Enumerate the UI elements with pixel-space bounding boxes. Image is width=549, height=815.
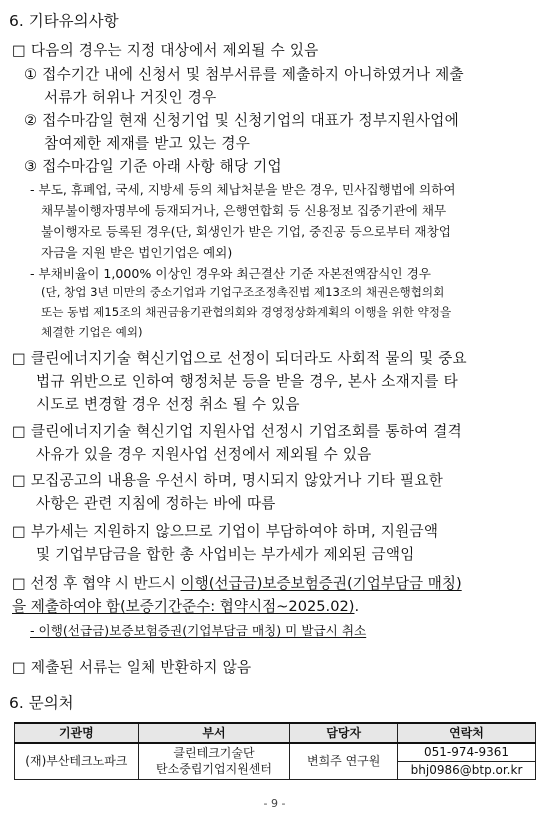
bullet-vat-line-1: □ 부가세는 지원하지 않으므로 기업이 부담하여야 하며, 지원금액 — [12, 523, 439, 540]
cell-person: 변희주 연구원 — [290, 743, 398, 779]
insurance-suffix: . — [354, 598, 360, 615]
dash-default-line-4: 자금을 지원 받은 법인기업은 예외) — [41, 245, 233, 260]
page-number: - 9 - — [263, 797, 286, 810]
dash-default-line-3: 불이행자로 등록된 경우(단, 회생인가 받은 기업, 중진공 등으로부터 재창업 — [41, 224, 451, 239]
insurance-prefix: □ 선정 후 협약 시 반드시 — [12, 575, 181, 592]
header-dept: 부서 — [138, 723, 290, 743]
dept-line-1: 클린테크기술단 — [173, 746, 255, 761]
cell-email: bhj0986@btp.or.kr — [398, 761, 536, 779]
dash-default-line-2: 채무불이행자명부에 등재되거나, 은행연합회 등 신용정보 집중기관에 채무 — [41, 203, 447, 218]
item-2-line-2: 참여제한 제재를 받고 있는 경우 — [44, 135, 251, 152]
bullet-cancel-line-2: 법규 위반으로 인하여 행정처분 등을 받을 경우, 본사 소재지를 타 — [36, 373, 458, 390]
bullet-no-return: □ 제출된 서류는 일체 반환하지 않음 — [12, 659, 252, 676]
bullet-insurance-line-1 — [12, 572, 462, 593]
cell-org: (재)부산테크노파크 — [15, 743, 139, 779]
cell-phone: 051-974-9361 — [398, 743, 536, 761]
bullet-priority-line-1: □ 모집공고의 내용을 우선시 하며, 명시되지 않았거나 기타 필요한 — [12, 472, 444, 489]
bullet-cancel-line-3: 시도로 변경할 경우 선정 취소 될 수 있음 — [36, 396, 300, 413]
dash-insurance-cancel: - 이행(선급금)보증보험증권(기업부담금 매칭) 미 발급시 취소 — [30, 623, 367, 638]
dash-debt-note-line-2: 또는 동법 제15조의 채권금융기관협의회와 경영정상화계획의 이행을 위한 약정을 — [41, 305, 452, 319]
bullet-cancel-line-1: □ 클린에너지기술 혁신기업으로 선정이 되더라도 사회적 물의 및 중요 — [12, 350, 467, 367]
item-3: ③ 접수마감일 기준 아래 사항 해당 기업 — [24, 158, 282, 175]
bullet-inquiry-line-1: □ 클린에너지기술 혁신기업 지원사업 선정시 기업조회를 통하여 결격 — [12, 423, 462, 440]
dash-debt-note-line-3: 체결한 기업은 예외) — [41, 325, 143, 339]
dept-line-2: 탄소중립기업지원센터 — [156, 762, 272, 777]
contact-table-header-row — [15, 723, 536, 743]
insurance-underlined-2: 을 제출하여야 함(보증기간준수: 협약시점~2025.02) — [12, 598, 355, 615]
item-1-line-2: 서류가 허위나 거짓인 경우 — [44, 89, 217, 106]
dash-debt-ratio: - 부채비율이 1,000% 이상인 경우와 최근결산 기준 자본전액잠식인 경우 — [30, 266, 431, 281]
bullet-insurance-line-2 — [12, 595, 359, 616]
header-person: 담당자 — [290, 723, 398, 743]
section-heading-contact: 6. 문의처 — [9, 694, 74, 712]
item-1-line-1: ① 접수기간 내에 신청서 및 첨부서류를 제출하지 아니하였거나 제출 — [24, 66, 464, 83]
item-2-line-1: ② 접수마감일 현재 신청기업 및 신청기업의 대표가 정부지원사업에 — [24, 112, 459, 129]
insurance-underlined-1: 이행(선급금)보증보험증권(기업부담금 매칭) — [180, 575, 462, 592]
bullet-priority-line-2: 사항은 관련 지침에 정하는 바에 따름 — [36, 495, 276, 512]
cell-dept — [138, 743, 290, 779]
table-row — [15, 743, 536, 761]
contact-table — [14, 722, 536, 780]
dash-debt-note-line-1: (단, 창업 3년 미만의 중소기업과 기업구조조정촉진법 제13조의 채권은행협의회 — [41, 285, 445, 299]
header-org: 기관명 — [15, 723, 139, 743]
section-heading-notes: 6. 기타유의사항 — [9, 12, 119, 30]
header-contact: 연락처 — [398, 723, 536, 743]
bullet-exclusion-intro: □ 다음의 경우는 지정 대상에서 제외될 수 있음 — [12, 42, 319, 59]
bullet-inquiry-line-2: 사유가 있을 경우 지원사업 선정에서 제외될 수 있음 — [36, 446, 372, 463]
dash-default-line-1: - 부도, 휴폐업, 국세, 지방세 등의 체납처분을 받은 경우, 민사집행법에 의하여 — [30, 182, 456, 197]
bullet-vat-line-2: 및 기업부담금을 합한 총 사업비는 부가세가 제외된 금액임 — [36, 546, 415, 563]
